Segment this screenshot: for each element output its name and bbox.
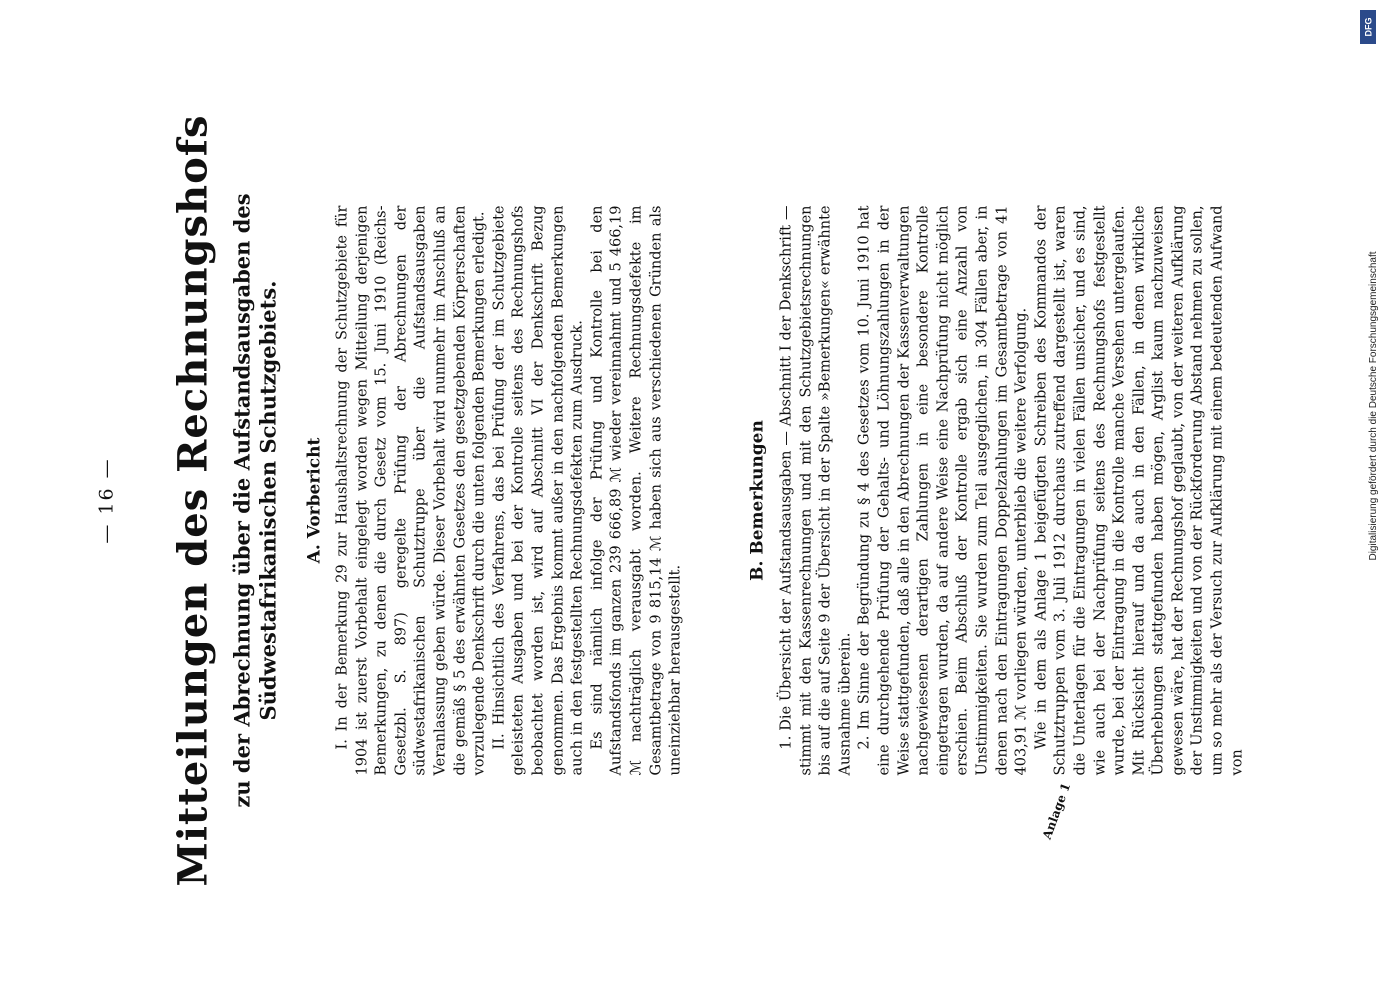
section-b-paragraph: Wie in dem als Anlage 1 beigefügten Schreiben des Kommandos der Schutztruppen vom 3. Juli 1912 durchaus zutreffend dargestellt ist, waren die Unterlagen für die Eintragungen in vielen Fällen unsicher, und es sind, wie auch bei der Nachprüfung seitens des Rechnungshofs festgestellt wurde, bei der Eintragung in die Kontrolle manche Versehen untergelaufen. Mit Rücksicht hierauf und da auch in den Fällen, in denen wirkliche Überhebungen stattgefunden haben mögen, Arglist kaum nachzuweisen gewesen wäre, hat der Rechnungshof geglaubt, von der weiteren Aufklärung der Unstimmigkeiten und von der Rückforderung Abstand nehmen zu sollen, um so mehr als der Versuch zur Aufklärung mit einem bedeutenden Aufwand von — [1033, 205, 1246, 776]
digitization-credit-strip — [1356, 6, 1380, 996]
section-a-heading: A. Vorbericht — [304, 437, 325, 564]
dfg-logo: DFG — [1360, 10, 1376, 44]
digitization-credit: Digitalisierung gefördert durch die Deutsche Forschungsgemeinschaft — [1368, 251, 1379, 561]
section-b-heading: B. Bemerkungen — [747, 420, 768, 581]
section-b-paragraph: 2. Im Sinne der Begründung zu § 4 des Gesetzes vom 10. Juni 1910 hat eine durchgehende Prüfung der Gehalts- und Löhnungszahlungen in der Weise stattgefunden, daß alle in den Abrechnungen der Kassenverwaltungen nachgewiesenen derartigen Zahlungen in eine besondere Kontrolle eingetragen wurden, da auf andere Weise eine Nachprüfung nicht möglich erschien. Beim Abschluß der Kontrolle ergab sich eine Anzahl von Unstimmigkeiten. Sie wurden zum Teil ausgeglichen, in 304 Fällen aber, in denen nach den Eintragungen Doppelzahlungen im Gesamtbetrage von 41 403,91 ℳ vorliegen würden, unterblieb die weitere Verfolgung. — [856, 205, 1030, 776]
section-a-paragraph: Es sind nämlich infolge der Prüfung und Kontrolle bei den Aufstandsfonds im ganzen 239 666,89 ℳ wieder vereinnahmt und 5 466,19 ℳ nachträglich verausgabt worden. Weitere Rechnungsdefekte im Gesamtbetrage von 9 815,14 ℳ haben sich aus verschiedenen Gründen als uneinziehbar herausgestellt. — [589, 205, 684, 776]
section-a-body — [334, 206, 687, 776]
page-number: — 16 — — [95, 457, 118, 544]
section-a-paragraph: I. In der Bemerkung 29 zur Haushaltsrechnung der Schutzgebiete für 1904 ist zuerst Vorbehalt eingelegt worden wegen Mitteilung derjenigen Bemerkungen, zu denen die durch Gesetz vom 15. Juni 1910 (Reichs-Gesetzbl. S. 897) geregelte Prüfung der Abrechnungen der südwestafrikanischen Schutztruppe über die Aufstandsausgaben Veranlassung geben würde. Dieser Vorbehalt wird nunmehr im Anschluß an die gemäß § 5 des erwähnten Gesetzes den gesetzgebenden Körperschaften vorzulegende Denkschrift durch die unten folgenden Bemerkungen erledigt. — [334, 205, 488, 776]
rotated-sheet — [0, 1, 1383, 1001]
section-b-paragraph: 1. Die Übersicht der Aufstandsausgaben — Abschnitt I der Denkschrift — stimmt mit den Kassenrechnungen und mit den Schutzgebietsrechnungen bis auf die auf Seite 9 der Übersicht in der Spalte »Bemerkungen« erwähnte Ausnahme überein. — [778, 205, 854, 776]
margin-annotation: Anlage 1 — [1039, 780, 1074, 842]
document-subtitle: zu der Abrechnung über die Aufstandsausgaben des Südwestafrikanischen Schutzgebiets. — [229, 193, 281, 808]
section-b-body — [778, 206, 1248, 776]
section-a-paragraph: II. Hinsichtlich des Verfahrens, das bei Prüfung der im Schutzgebiete geleisteten Ausgaben und bei der Kontrolle seitens des Rechnungshofs beobachtet worden ist, wird auf Abschnitt VI der Denkschrift Bezug genommen. Das Ergebnis kommt außer in den nachfolgenden Bemerkungen auch in den festgestellten Rechnungsdefekten zum Ausdruck. — [491, 205, 586, 776]
document-title: Mitteilungen des Rechnungshofs — [169, 114, 217, 887]
